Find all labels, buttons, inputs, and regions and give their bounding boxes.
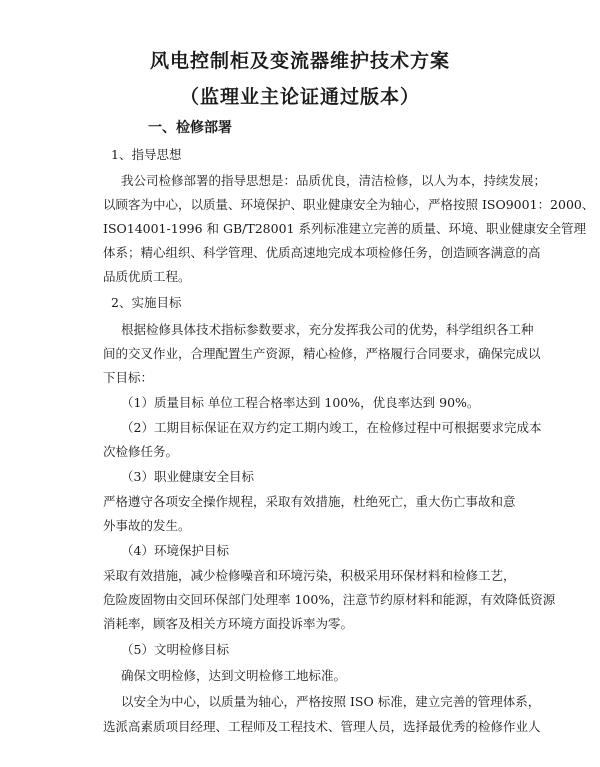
paragraph-line: 危险废固物由交回环保部门处理率 100%，注意节约原材料和能源，有效降低资源: [103, 592, 556, 607]
target-schedule: （2）工期目标保证在双方约定工期内竣工，在检修过程中可根据要求完成本: [121, 420, 542, 435]
paragraph-line: 外事故的发生。: [103, 518, 191, 533]
paragraph-line: 品质优质工程。: [103, 269, 191, 284]
target-quality: （1）质量目标 单位工程合格率达到 100%，优良率达到 90%。: [121, 395, 480, 410]
paragraph-line: 消耗率，顾客及相关方环境方面投诉率为零。: [103, 616, 354, 631]
paragraph-line: ISO14001-1996 和 GB/T28001 系列标准建立完善的质量、环境、职业健康安全管理: [103, 221, 586, 236]
paragraph-line: 间的交叉作业，合理配置生产资源，精心检修，严格履行合同要求，确保完成以: [103, 346, 541, 361]
paragraph-line: 选派高素质项目经理、工程师及工程技术、管理人员，选择最优秀的检修作业人: [103, 719, 541, 734]
paragraph-line: 次检修任务。: [103, 444, 179, 459]
paragraph-line: 确保文明检修，达到文明检修工地标准。: [121, 668, 347, 683]
target-civilized-heading: （5）文明检修目标: [121, 642, 229, 657]
target-safety-heading: （3）职业健康安全目标: [121, 469, 254, 484]
paragraph-line: 下目标：: [103, 370, 154, 385]
subheading-guiding-idea: 1、指导思想: [111, 147, 182, 162]
paragraph-line: 以顾客为中心，以质量、环境保护、职业健康安全为轴心，严格按照 ISO9001：2000、: [103, 197, 595, 212]
section-heading: 一、检修部署: [148, 120, 232, 136]
paragraph-line: 我公司检修部署的指导思想是：品质优良，清洁检修，以人为本，持续发展；: [121, 173, 547, 188]
paragraph-line: 体系；精心组织、科学管理、优质高速地完成本项检修任务，创造顾客满意的高: [103, 245, 541, 260]
paragraph-line: 采取有效措施，减少检修噪音和环境污染，积极采用环保材料和检修工艺，: [103, 568, 516, 583]
target-environment-heading: （4）环境保护目标: [121, 543, 229, 558]
paragraph-line: 根据检修具体技术指标参数要求，充分发挥我公司的优势，科学组织各工种: [121, 322, 534, 337]
document-title: 风电控制柜及变流器维护技术方案: [149, 50, 450, 72]
paragraph-line: 以安全为中心，以质量为轴心，严格按照 ISO 标准，建立完善的管理体系，: [121, 694, 541, 709]
paragraph-line: 严格遵守各项安全操作规程，采取有效措施，杜绝死亡，重大伤亡事故和意: [103, 494, 516, 509]
subheading-targets: 2、实施目标: [111, 295, 182, 310]
document-subtitle: （监理业主论证通过版本）: [179, 86, 420, 108]
